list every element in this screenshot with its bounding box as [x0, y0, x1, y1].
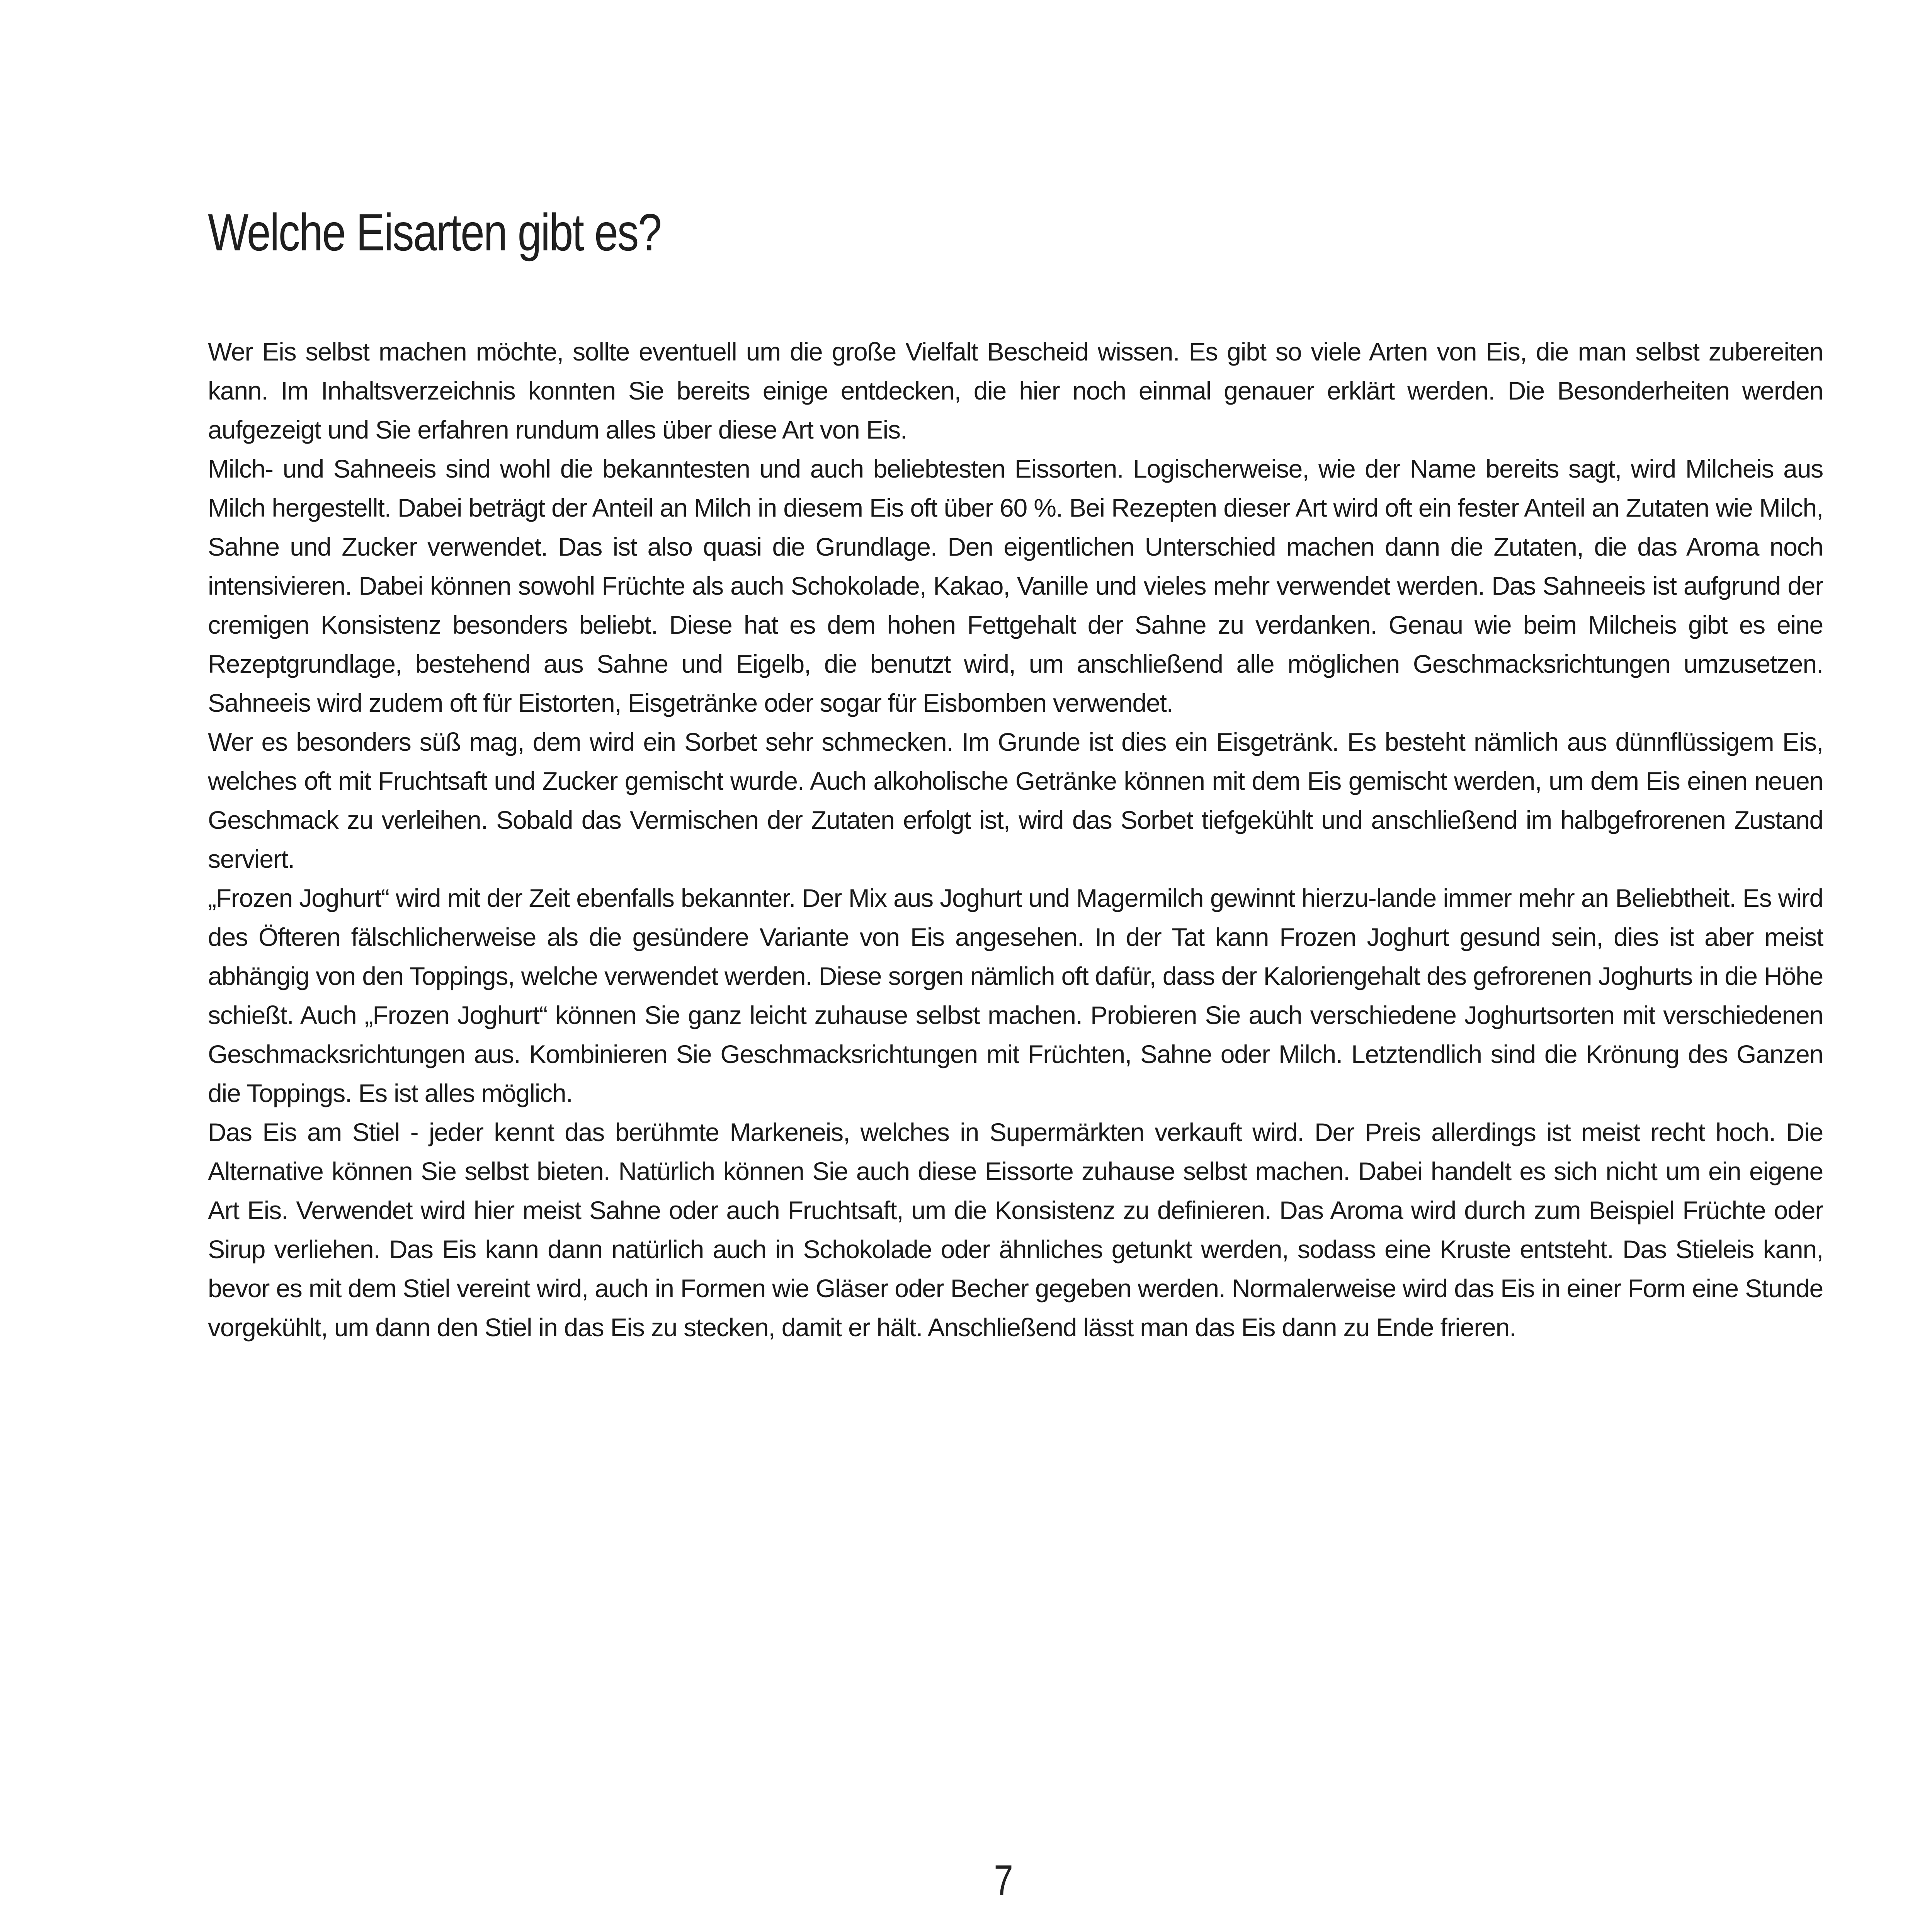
paragraph-eis-am-stiel: Das Eis am Stiel - jeder kennt das berühmte Markeneis, welches in Supermärkten verkauft wird. Der Preis allerdings ist meist recht hoch. Die Alternative können Sie selbst bieten. Natürlich können Sie auch diese Eissorte zuhause selbst machen. Dabei handelt es sich nicht um ein eigene Art Eis. Verwendet wird hier meist Sahne oder auch Fruchtsaft, um die Konsistenz zu definieren. Das Aroma wird durch zum Beispiel Früchte oder Sirup verliehen. Das Eis kann dann natürlich auch in Schokolade oder ähnliches getunkt werden, sodass eine Kruste entsteht. Das Stieleis kann, bevor es mit dem Stiel vereint wird, auch in Formen wie Gläser oder Becher gegeben werden. Normalerweise wird das Eis in einer Form eine Stunde vorgekühlt, um dann den Stiel in das Eis zu stecken, damit er hält. Anschließend lässt man das Eis dann zu Ende frieren. [208, 1118, 1823, 1342]
page-title: Welche Eisarten gibt es? [208, 203, 661, 262]
paragraph-sorbet: Wer es besonders süß mag, dem wird ein Sorbet sehr schmecken. Im Grunde ist dies ein Eisgetränk. Es besteht nämlich aus dünnflüssigem Eis, welches oft mit Fruchtsaft und Zucker gemischt wurde. Auch alkoholische Getränke können mit dem Eis gemischt werden, um dem Eis einen neuen Geschmack zu verleihen. Sobald das Vermischen der Zutaten erfolgt ist, wird das Sorbet tiefgekühlt und anschließend im halbgefrorenen Zustand serviert. [208, 728, 1823, 873]
paragraph-intro: Wer Eis selbst machen möchte, sollte eventuell um die große Vielfalt Bescheid wissen. Es gibt so viele Arten von Eis, die man selbst zubereiten kann. Im Inhaltsverzeichnis konnten Sie bereits einige entdecken, die hier noch einmal genauer erklärt werden. Die Besonderheiten werden aufgezeigt und Sie erfahren rundum alles über diese Art von Eis. [208, 337, 1823, 444]
body-text [208, 332, 1823, 1347]
page-number: 7 [994, 1856, 1013, 1905]
paragraph-frozen-joghurt: „Frozen Joghurt“ wird mit der Zeit ebenfalls bekannter. Der Mix aus Joghurt und Magermilch gewinnt hierzu-lande immer mehr an Beliebtheit. Es wird des Öfteren fälschlicherweise als die gesündere Variante von Eis angesehen. In der Tat kann Frozen Joghurt gesund sein, dies ist aber meist abhängig von den Toppings, welche verwendet werden. Diese sorgen nämlich oft dafür, dass der Kaloriengehalt des gefrorenen Joghurts in die Höhe schießt. Auch „Frozen Joghurt“ können Sie ganz leicht zuhause selbst machen. Probieren Sie auch verschiedene Joghurtsorten mit verschiedenen Geschmacksrichtungen aus. Kombinieren Sie Geschmacksrichtungen mit Früchten, Sahne oder Milch. Letztendlich sind die Krönung des Ganzen die Toppings. Es ist alles möglich. [208, 884, 1823, 1107]
paragraph-milch-sahneeis: Milch- und Sahneeis sind wohl die bekanntesten und auch beliebtesten Eissorten. Logischerweise, wie der Name bereits sagt, wird Milcheis aus Milch hergestellt. Dabei beträgt der Anteil an Milch in diesem Eis oft über 60 %. Bei Rezepten dieser Art wird oft ein fester Anteil an Zutaten wie Milch, Sahne und Zucker verwendet. Das ist also quasi die Grundlage. Den eigentlichen Unterschied machen dann die Zutaten, die das Aroma noch intensivieren. Dabei können sowohl Früchte als auch Schokolade, Kakao, Vanille und vieles mehr verwendet werden. Das Sahneeis ist aufgrund der cremigen Konsistenz besonders beliebt. Diese hat es dem hohen Fettgehalt der Sahne zu verdanken. Genau wie beim Milcheis gibt es eine Rezeptgrundlage, bestehend aus Sahne und Eigelb, die benutzt wird, um anschließend alle möglichen Geschmacksrichtungen umzusetzen. Sahneeis wird zudem oft für Eistorten, Eisgetränke oder sogar für Eisbomben verwendet. [208, 454, 1823, 717]
